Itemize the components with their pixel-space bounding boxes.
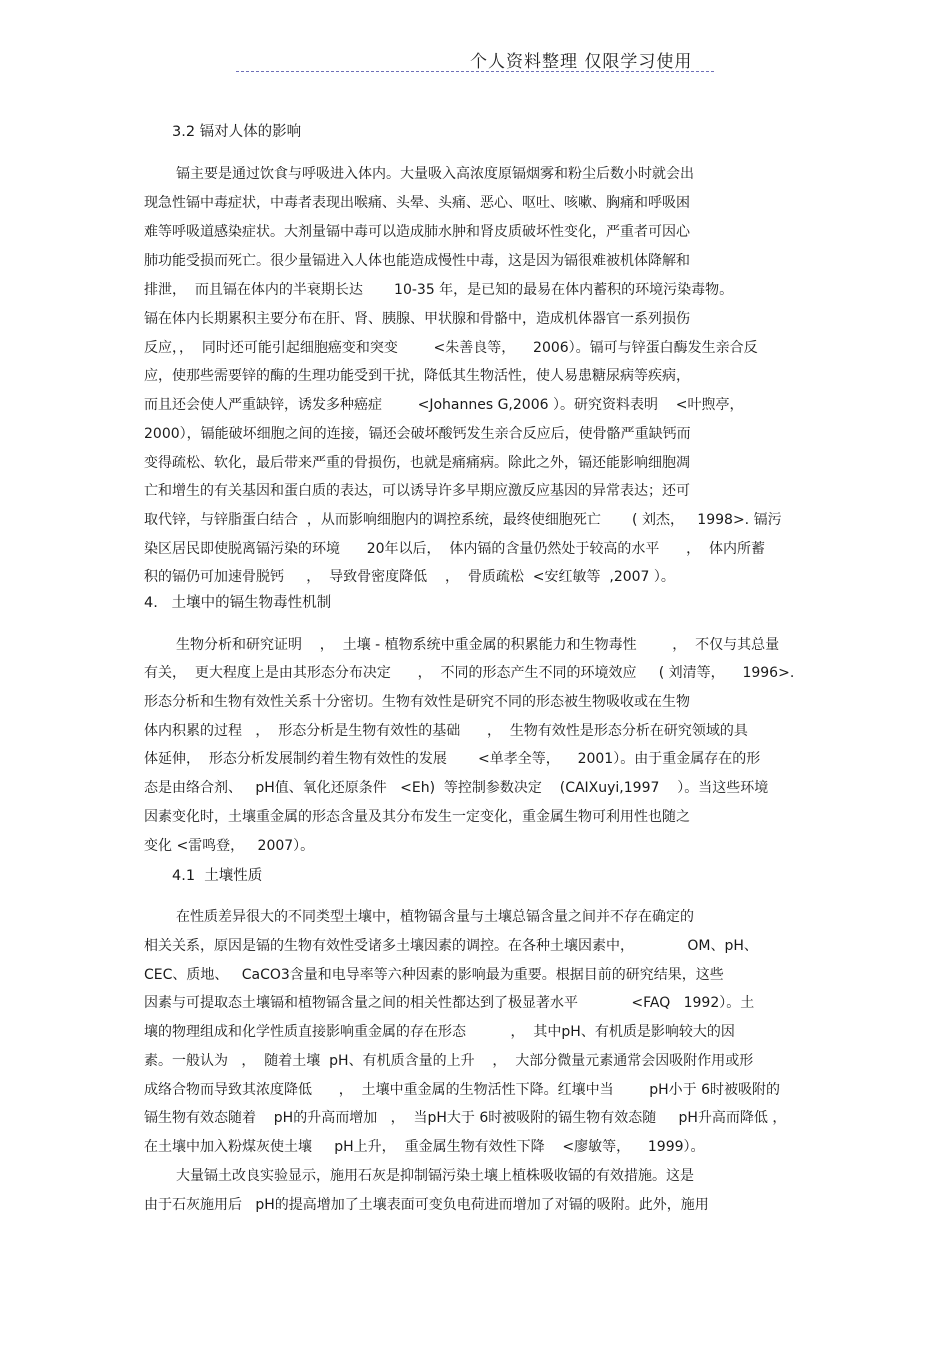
header-divider <box>236 71 714 72</box>
text-line: 形态分析和生物有效性关系十分密切。生物有效性是研究不同的形态被生物吸收或在生物 <box>144 694 690 710</box>
text-line: 2000），镉能破坏细胞之间的连接，镉还会破坏酸钙发生亲合反应后，使骨骼严重缺钙而 <box>144 426 691 442</box>
text-line: 排泄， 而且镉在体内的半衰期长达 10-35 年，是已知的最易在体内蓄积的环境污染毒物。 <box>144 282 734 298</box>
text-line: 相关关系，原因是镉的生物有效性受诸多土壤因素的调控。在各种土壤因素中， OM、pH、 <box>144 938 758 954</box>
text-line: 镉生物有效态随着 pH的升高而增加 ， 当pH大于 6时被吸附的镉生物有效态随 pH升高而降低 ， <box>144 1110 787 1126</box>
text-line: 肺功能受损而死亡。很少量镉进入人体也能造成慢性中毒，这是因为镉很难被机体降解和 <box>144 253 690 269</box>
text-line: 染区居民即使脱离镉污染的环境 20年以后， 体内镉的含量仍然处于较高的水平 ， 体内所蓄 <box>144 541 766 557</box>
text-line: 体延伸， 形态分析发展制约着生物有效性的发展 <单孝全等， 2001）。由于重金属存在的形 <box>144 751 761 767</box>
text-line: 素。一般认为 ， 随着土壤 pH、有机质含量的上升 ， 大部分微量元素通常会因吸附作用或形 <box>144 1053 754 1069</box>
text-line: 因素变化时，土壤重金属的形态含量及其分布发生一定变化，重金属生物可利用性也随之 <box>144 809 690 825</box>
text-line: 难等呼吸道感染症状。大剂量镉中毒可以造成肺水肿和肾皮质破坏性变化，严重者可因心 <box>144 224 690 240</box>
text-line: 反应，， 同时还可能引起细胞癌变和突变 <朱善良等， 2006）。镉可与锌蛋白酶发生亲合反 <box>144 340 758 356</box>
text-line: 因素与可提取态土壤镉和植物镉含量之间的相关性都达到了极显著水平 <FAQ 1992）。土 <box>144 995 755 1011</box>
text-line: 积的镉仍可加速骨脱钙 ， 导致骨密度降低 ， 骨质疏松 <安红敏等 ,2007 ）。 <box>144 569 675 585</box>
text-line: 态是由络合剂、 pH值、氧化还原条件 <Eh) 等控制参数决定 (CAIXuyi,1997 ）。当这些环境 <box>144 780 769 796</box>
text-line: 生物分析和研究证明 ， 土壤 - 植物系统中重金属的积累能力和生物毒性 ， 不仅与其总量 <box>176 637 780 653</box>
text-line: 应，使那些需要锌的酶的生理功能受到干扰，降低其生物活性，使人易患糖尿病等疾病， <box>144 368 690 384</box>
text-line: 现急性镉中毒症状，中毒者表现出喉痛、头晕、头痛、恶心、呕吐、咳嗽、胸痛和呼吸困 <box>144 195 690 211</box>
section-heading: 4. 土壤中的镉生物毒性机制 <box>144 595 332 611</box>
text-line: 镉主要是通过饮食与呼吸进入体内。大量吸入高浓度原镉烟雾和粉尘后数小时就会出 <box>176 166 694 182</box>
text-line: 在性质差异很大的不同类型土壤中，植物镉含量与土壤总镉含量之间并不存在确定的 <box>176 909 694 925</box>
section-heading: 4.1 土壤性质 <box>172 868 263 884</box>
text-line: 镉在体内长期累积主要分布在肝、肾、胰腺、甲状腺和骨骼中，造成机体器官一系列损伤 <box>144 311 690 327</box>
text-line: 取代锌，与锌脂蛋白结合 ，从而影响细胞内的调控系统，最终使细胞死亡 ( 刘杰， 1998>. 镉污 <box>144 512 782 528</box>
text-line: 大量镉土改良实验显示，施用石灰是抑制镉污染土壤上植株吸收镉的有效措施。这是 <box>176 1168 694 1184</box>
text-line: 亡和增生的有关基因和蛋白质的表达，可以诱导许多早期应激反应基因的异常表达；还可 <box>144 483 690 499</box>
page-header: 个人资料整理 仅限学习使用 <box>470 52 693 72</box>
text-line: 变化 <雷鸣登， 2007）。 <box>144 838 315 854</box>
text-line: 而且还会使人严重缺锌，诱发多种癌症 <Johannes G,2006 ）。研究资料表明 <叶煦亭， <box>144 397 744 413</box>
text-line: 有关， 更大程度上是由其形态分布决定 ， 不同的形态产生不同的环境效应 ( 刘清等， 1996>. <box>144 665 795 681</box>
text-line: 体内积累的过程 ， 形态分析是生物有效性的基础 ， 生物有效性是形态分析在研究领域的具 <box>144 723 748 739</box>
text-line: 由于石灰施用后 pH的提高增加了土壤表面可变负电荷进而增加了对镉的吸附。此外，施用 <box>144 1197 709 1213</box>
text-line: CEC、质地、 CaCO3含量和电导率等六种因素的影响最为重要。根据目前的研究结果，这些 <box>144 967 724 983</box>
text-line: 成络合物而导致其浓度降低 ， 土壤中重金属的生物活性下降。红壤中当 pH小于 6时被吸附的 <box>144 1082 780 1098</box>
section-heading: 3.2 镉对人体的影响 <box>172 124 302 140</box>
text-line: 在土壤中加入粉煤灰使土壤 pH上升， 重金属生物有效性下降 <廖敏等， 1999）。 <box>144 1139 705 1155</box>
text-line: 壤的物理组成和化学性质直接影响重金属的存在形态 ， 其中pH、有机质是影响较大的因 <box>144 1024 735 1040</box>
text-line: 变得疏松、软化，最后带来严重的骨损伤，也就是痛痛病。除此之外，镉还能影响细胞凋 <box>144 455 690 471</box>
